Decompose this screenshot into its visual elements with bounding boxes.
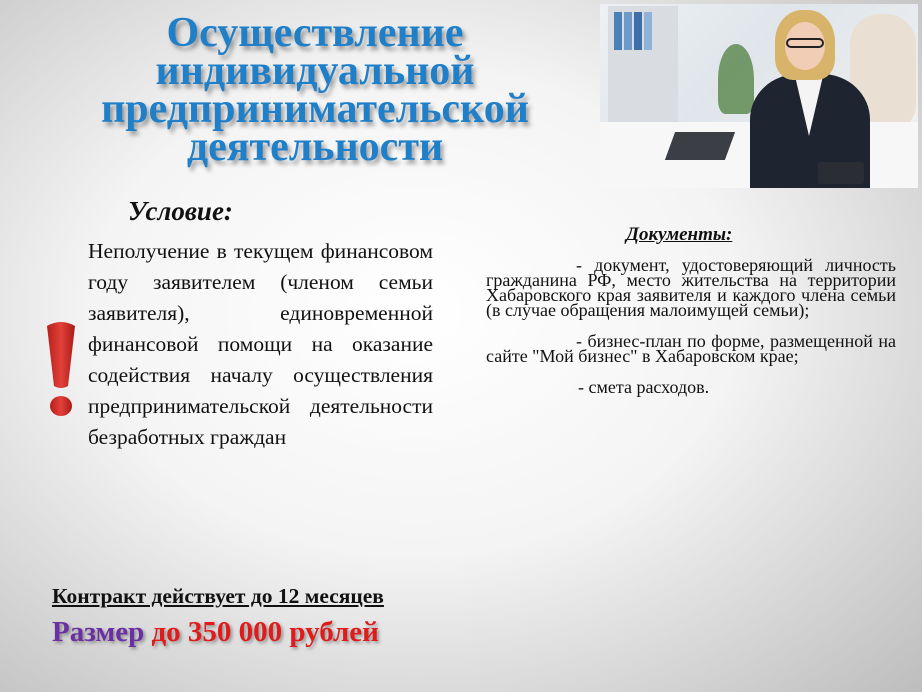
title-line-3: предпринимательской — [101, 86, 529, 132]
photo-binder — [624, 12, 632, 50]
photo-binder — [644, 12, 652, 50]
photo-plant — [718, 44, 754, 114]
condition-heading: Условие: — [128, 196, 233, 226]
condition-text: Неполучение в текущем финансовом году заявителем (членом семьи заявителя), единовременной финансовой помощи на оказание содействия началу осуществления предпринимательской деятельности безработных граждан — [88, 239, 433, 449]
photo-shelf — [608, 6, 678, 136]
slide-title — [30, 10, 600, 170]
documents-list — [486, 255, 896, 411]
grant-size-amount: до 350 000 рублей — [151, 616, 379, 648]
title-line-4: деятельности — [186, 124, 444, 170]
photo-binder — [614, 12, 622, 50]
photo-binder — [634, 12, 642, 50]
grant-size — [52, 616, 379, 649]
title-line-1: Осуществление — [166, 10, 464, 56]
document-item: - бизнес-план по форме, размещенной на сайте "Мой бизнес" в Хабаровском крае; — [486, 331, 896, 366]
photo-glasses — [786, 38, 824, 48]
title-line-2: индивидуальной — [155, 48, 475, 94]
contract-duration: Контракт действует до 12 месяцев — [52, 584, 384, 608]
document-item: - документ, удостоверяющий личность гражданина РФ, место жительства на территории Хабаровского края заявителя и каждого члена семьи (в случае обращения малоимущей семьи); — [486, 255, 896, 320]
grant-size-label: Размер — [52, 616, 145, 648]
photo-calculator — [818, 162, 864, 184]
exclamation-mark-icon — [44, 320, 78, 420]
office-woman-photo — [600, 4, 918, 188]
document-item: - смета расходов. — [578, 377, 710, 397]
photo-laptop — [665, 132, 735, 160]
documents-heading: Документы: — [626, 224, 733, 245]
